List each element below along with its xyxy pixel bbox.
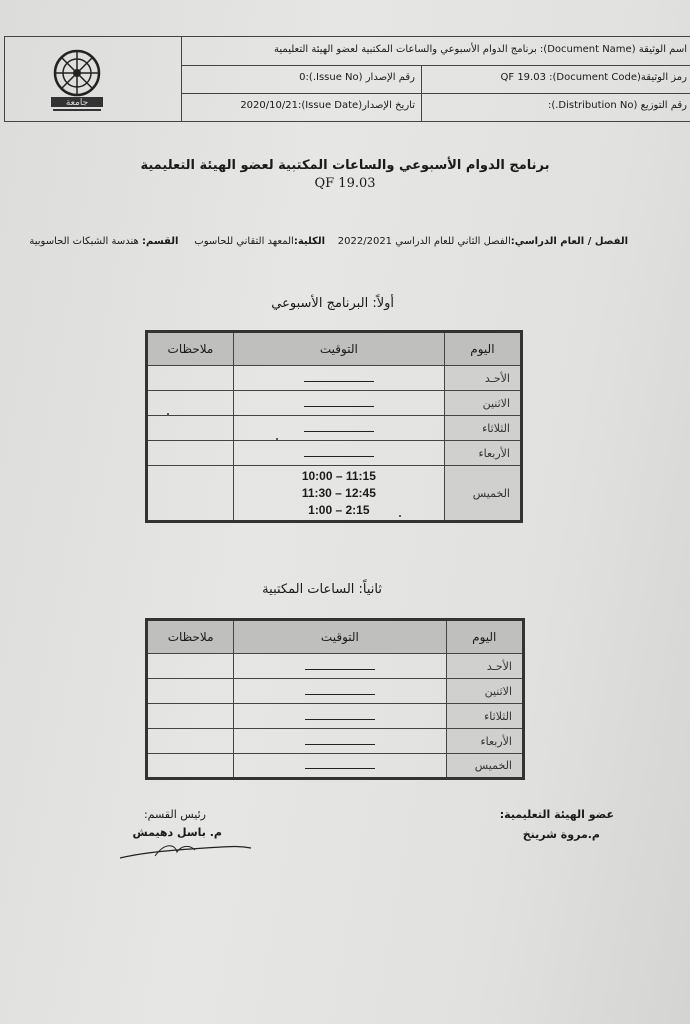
notes-cell — [147, 754, 234, 779]
weekly-section-title: أولاً: البرنامج الأسبوعي — [271, 296, 394, 311]
day-cell: الثلاثاء — [446, 704, 523, 729]
day-cell: الخميس — [444, 466, 521, 522]
blank-line — [305, 686, 375, 695]
col-notes: ملاحظات — [147, 620, 234, 654]
document-code: رمز الوثيقة(Document Code): QF 19.03 — [500, 72, 687, 83]
office-section-title: ثانياً: الساعات المكتبية — [262, 582, 382, 597]
time-cell — [234, 704, 446, 729]
logo-text: جامعة — [65, 98, 89, 108]
table-row — [147, 366, 522, 391]
time-cell — [233, 466, 444, 522]
blank-line — [305, 711, 375, 720]
time-cell — [234, 654, 446, 679]
mark-dot — [399, 515, 401, 517]
thursday-times — [234, 468, 444, 519]
notes-cell — [147, 366, 234, 391]
blank-line — [304, 398, 374, 407]
table-row — [147, 679, 524, 704]
time-cell — [234, 754, 446, 779]
table-row — [147, 654, 524, 679]
table-row — [147, 704, 524, 729]
blank-line — [305, 760, 375, 769]
blank-line — [304, 373, 374, 382]
college-value: المعهد التقاني للحاسوب — [194, 236, 294, 247]
table-row — [147, 441, 522, 466]
day-cell: الأحـد — [444, 366, 521, 391]
dept-label: القسم: — [141, 236, 179, 247]
time-cell — [234, 679, 446, 704]
college-label: الكلية: — [293, 236, 326, 247]
day-cell: الاثنين — [446, 679, 523, 704]
weekly-table — [145, 330, 523, 523]
notes-cell — [147, 704, 234, 729]
document-name: اسم الوثيقة (Document Name): برنامج الدوام الأسبوعي والساعات المكتبية لعضو الهيئة التعليمية — [274, 44, 687, 55]
table-row — [147, 416, 522, 441]
time-cell — [234, 729, 446, 754]
head-name: م. باسل دهيمش — [132, 826, 222, 839]
table-row — [147, 466, 522, 522]
page-title: برنامج الدوام الأسبوعي والساعات المكتبية لعضو الهيئة التعليمية — [140, 158, 550, 173]
logo-cell — [5, 37, 182, 121]
issue-date-cell — [181, 93, 422, 121]
table-row — [147, 754, 524, 779]
time-slot: 10:00 – 11:15 — [301, 468, 376, 483]
university-logo-icon — [45, 45, 109, 115]
notes-cell — [147, 441, 234, 466]
office-header-row — [147, 620, 524, 654]
document-code-cell — [423, 65, 690, 93]
day-cell: الخميس — [446, 754, 523, 779]
day-cell: الاثنين — [444, 391, 521, 416]
mark-dot — [276, 438, 278, 440]
blank-line — [305, 736, 375, 745]
col-day: اليوم — [444, 332, 521, 366]
time-slot: 1:00 – 2:15 — [308, 502, 370, 517]
semester-value: الفصل الثاني للعام الدراسي 2022/2021 — [337, 236, 511, 247]
blank-line — [304, 448, 374, 457]
signature-scribble-icon — [115, 836, 255, 862]
notes-cell — [147, 729, 234, 754]
document-header — [4, 36, 690, 122]
blank-line — [305, 661, 375, 670]
time-cell — [233, 366, 444, 391]
col-time: التوقيت — [234, 620, 446, 654]
time-slot: 11:30 – 12:45 — [301, 485, 376, 500]
mark-dot — [167, 413, 169, 415]
head-signature-block — [144, 808, 206, 821]
col-time: التوقيت — [233, 332, 444, 366]
col-notes: ملاحظات — [147, 332, 234, 366]
dept-value: هندسة الشبكات الحاسوبية — [29, 236, 139, 247]
header-row-name — [181, 37, 690, 66]
time-cell — [233, 391, 444, 416]
notes-cell — [147, 391, 234, 416]
header-row-code — [181, 65, 690, 94]
issue-no: رقم الإصدار (Issue No.):0 — [299, 72, 415, 83]
distribution-no: رقم التوزيع (Distribution No.): — [547, 100, 687, 111]
member-label: عضو الهيئة التعليمية: — [499, 808, 614, 821]
table-row — [147, 391, 522, 416]
distribution-cell — [423, 93, 690, 121]
time-cell — [233, 441, 444, 466]
info-line — [29, 236, 628, 247]
semester-label: الفصل / العام الدراسي: — [510, 236, 628, 247]
notes-cell — [147, 679, 234, 704]
day-cell: الثلاثاء — [444, 416, 521, 441]
member-name: م.مروة شرينخ — [522, 828, 600, 841]
notes-cell — [147, 654, 234, 679]
head-label: رئيس القسم: — [143, 808, 206, 821]
time-cell — [233, 416, 444, 441]
form-code: QF 19.03 — [314, 176, 376, 191]
member-name-block — [523, 828, 600, 841]
blank-line — [304, 423, 374, 432]
day-cell: الأربعاء — [446, 729, 523, 754]
office-table — [145, 618, 525, 780]
table-row — [147, 729, 524, 754]
notes-cell — [147, 416, 234, 441]
day-cell: الأربعاء — [444, 441, 521, 466]
issue-date: تاريخ الإصدار(Issue Date):2020/10/21 — [240, 100, 415, 111]
member-signature-block — [500, 808, 614, 821]
header-row-distribution — [181, 93, 690, 121]
col-day: اليوم — [446, 620, 523, 654]
notes-cell — [147, 466, 234, 522]
issue-no-cell — [181, 65, 422, 93]
weekly-header-row — [147, 332, 522, 366]
day-cell: الأحـد — [446, 654, 523, 679]
